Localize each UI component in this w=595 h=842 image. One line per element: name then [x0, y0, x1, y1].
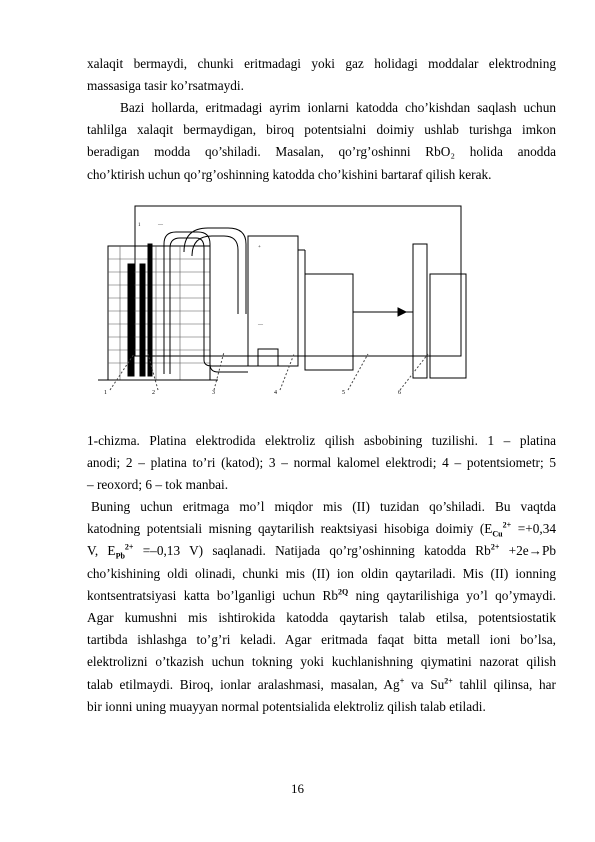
- text-line: 1-chizma. Platina elektrodida elektroliz qilish asbobining tuzilishi. 1 – platina: [87, 433, 556, 448]
- text-line: – reoxord; 6 – tok manbai.: [87, 477, 229, 493]
- text-line: Agar kumushni mis ishtirokida katodda qaytarish talab etilsa, potentsiostatik: [87, 610, 556, 626]
- page-number: 16: [291, 781, 304, 796]
- paragraph-continuation: [87, 53, 556, 97]
- figure-label-6: 6: [398, 390, 401, 396]
- text-line: talab etilmaydi. Biroq, ionlar aralashmasi, masalan, Ag+ va $Su^{2+}$ tahlil qilinsa, har: [87, 676, 556, 692]
- svg-text:+: +: [258, 245, 261, 250]
- text-line: katodning potentsiali misning qaytarilish reaktsiyasi hisobiga doimiy ($E_{Cu}^{2+} =+0,34$: [87, 520, 556, 539]
- text-line: beradigan modda qo’shiladi. Masalan, qo’rg’oshinni RbO₂ holida anodda: [87, 144, 556, 160]
- figure-caption: [87, 430, 556, 497]
- text-line: cho’ktirish uchun qo’rg’oshinning katodda cho’kishini bartaraf qilish kerak.: [87, 166, 492, 182]
- text-line: tartibda ishlashga to’g’ri keladi. Agar eritmada faqat bitta metall ioni bo’lsa,: [87, 632, 556, 648]
- figure-label-5: 5: [342, 390, 345, 396]
- paragraph-main: [87, 496, 556, 718]
- text-line: Buning uchun eritmaga mo’l miqdor mis (II) tuzidan qo’shiladi. Bu vaqtda: [91, 499, 556, 514]
- text-line: elektrolizni o’tkazish uchun tokning yoki kuchlanishning qiymatini nazorat qilish: [87, 654, 556, 670]
- figure-label-2: 2: [152, 390, 155, 396]
- text-line: V, $E_{Pb}^{2+} =-0,13$ V) saqlanadi. Natijada qo’rg’oshinning katodda $Rb^{2+} +2e\to Pb$: [87, 542, 556, 562]
- text-line: Bazi hollarda, eritmadagi ayrim ionlarni katodda cho’kishdan saqlash uchun: [120, 100, 556, 115]
- text-line: massasiga tasir ko’rsatmaydi.: [87, 78, 244, 94]
- svg-text:—: —: [158, 223, 163, 228]
- text-line: tahlilga xalaqit bermaydigan, biroq potentsialni doimiy ushlab turishga imkon: [87, 122, 556, 138]
- text-line: anodi; 2 – platina to’ri (katod); 3 – normal kalomel elektrodi; 4 – potentsiometr; 5: [87, 455, 556, 471]
- electrolysis-apparatus-figure: [98, 204, 468, 400]
- figure-label-1: 1: [104, 390, 107, 396]
- text-line: bir ionni uning muayyan normal potentsialida elektroliz qilish talab etiladi.: [87, 698, 486, 714]
- svg-text:—: —: [258, 323, 263, 328]
- text-line: cho’kishining oldi olinadi, chunki mis (II) ion oldin qaytariladi. Mis (II) ionning: [87, 565, 556, 581]
- text-line: xalaqit bermaydi, chunki eritmadagi yoki gaz holidagi moddalar elektrodning: [87, 56, 556, 71]
- figure-label-3: 3: [212, 390, 215, 396]
- svg-text:1: 1: [138, 223, 141, 228]
- paragraph-intro: [87, 97, 556, 186]
- figure-label-4: 4: [274, 390, 277, 396]
- text-line: kontsentratsiyasi katta bo’lganligi uchun $Rb^{2Q}$ ning qaytarilishiga yo’l qo’ymaydi.: [87, 587, 556, 603]
